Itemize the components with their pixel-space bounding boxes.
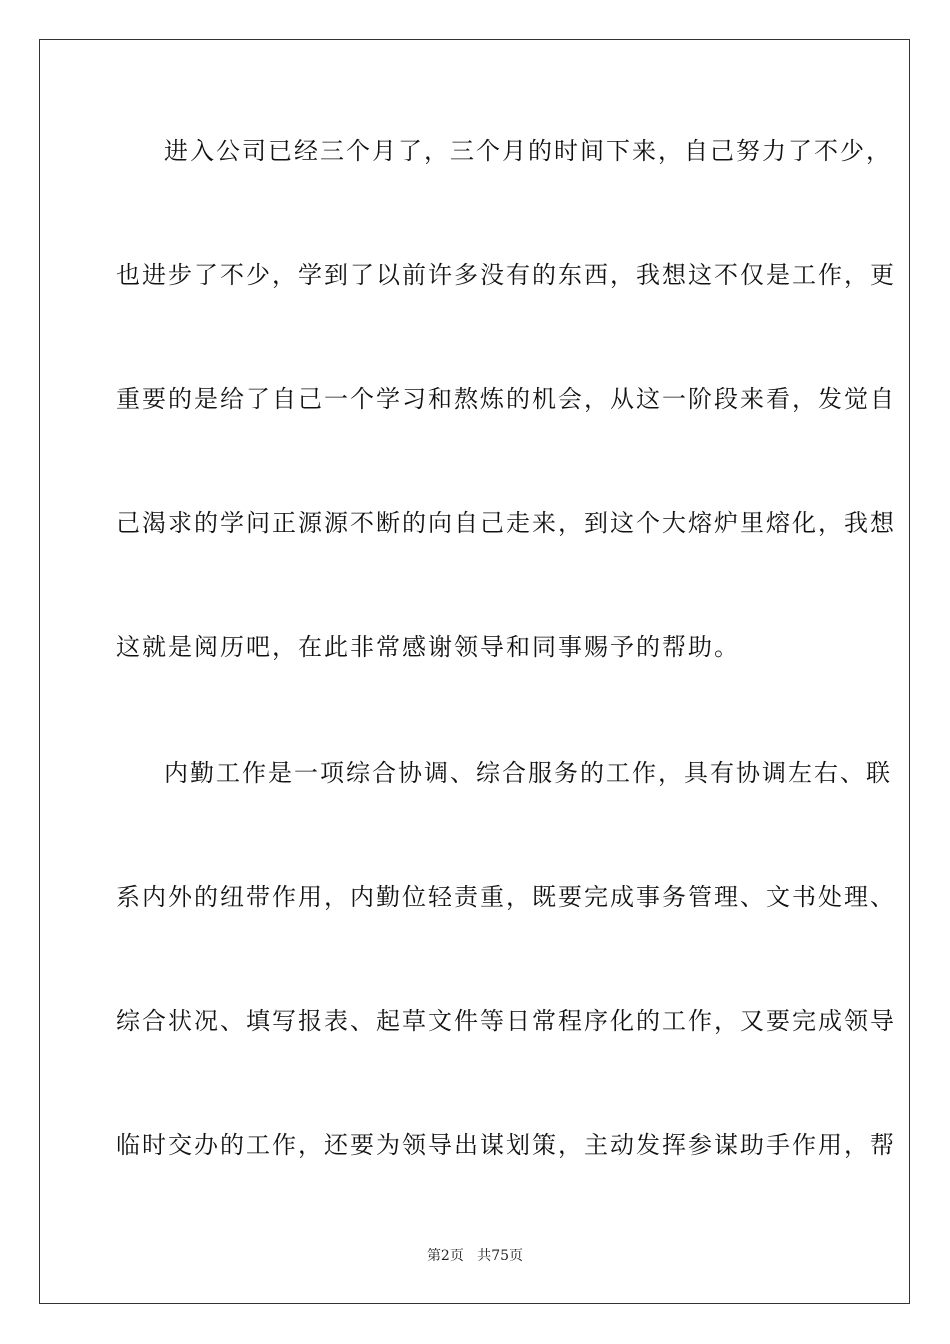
paragraph-2-line-2: 系内外的纽带作用，内勤位轻责重，既要完成事务管理、文书处理、: [116, 883, 896, 911]
paragraph-1-line-4: 己渴求的学问正源源不断的向自己走来，到这个大熔炉里熔化，我想: [116, 509, 896, 537]
page-total: 共75页: [477, 1248, 524, 1264]
page-footer: [0, 1247, 950, 1265]
page-border: [39, 39, 910, 1304]
paragraph-2-line-1: 内勤工作是一项综合协调、综合服务的工作，具有协调左右、联: [164, 759, 892, 787]
paragraph-2-line-3: 综合状况、填写报表、起草文件等日常程序化的工作，又要完成领导: [116, 1007, 896, 1035]
paragraph-2-line-4: 临时交办的工作，还要为领导出谋划策，主动发挥参谋助手作用，帮: [116, 1131, 896, 1159]
paragraph-1-line-2: 也进步了不少，学到了以前许多没有的东西，我想这不仅是工作，更: [116, 261, 896, 289]
page-number: 第2页: [426, 1248, 464, 1264]
paragraph-1-line-3: 重要的是给了自己一个学习和熬炼的机会，从这一阶段来看，发觉自: [116, 385, 896, 413]
paragraph-1-line-1: 进入公司已经三个月了，三个月的时间下来，自己努力了不少，: [164, 137, 892, 165]
paragraph-1-line-5: 这就是阅历吧，在此非常感谢领导和同事赐予的帮助。: [116, 633, 740, 661]
